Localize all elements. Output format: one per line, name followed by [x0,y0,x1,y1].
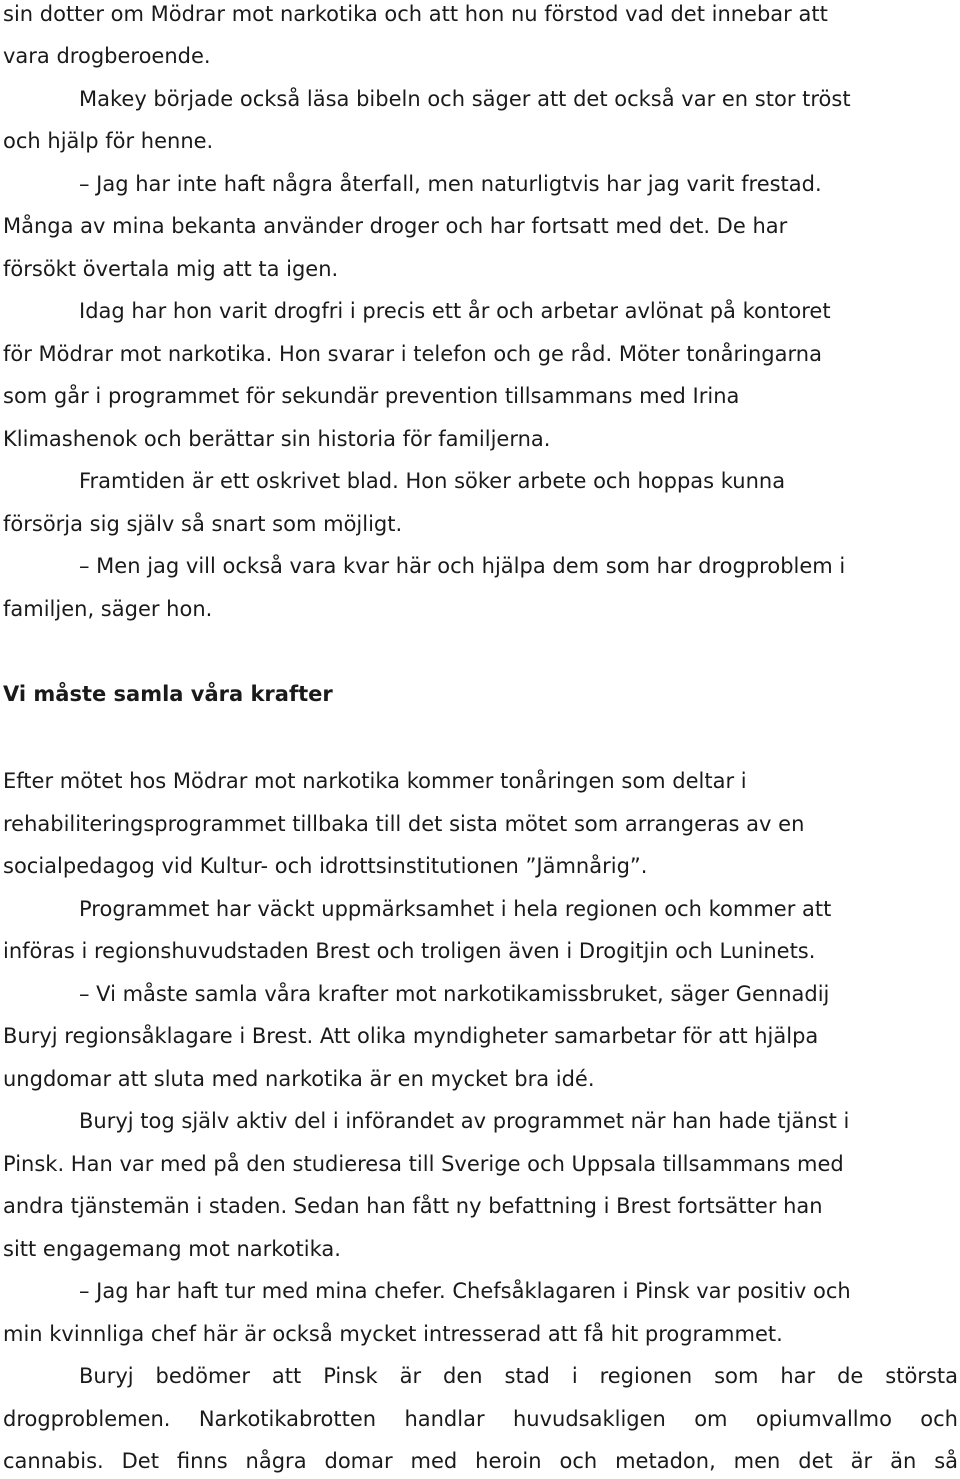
text-line: vara drogberoende. [3,44,211,68]
text-line: cannabis. Det finns några domar med heroin och metadon, men det är än så [3,1449,958,1473]
text-line: – Men jag vill också vara kvar här och hjälpa dem som har drogproblem i [79,554,846,578]
text-line: försökt övertala mig att ta igen. [3,257,339,281]
text-line: – Vi måste samla våra krafter mot narkotikamissbruket, säger Gennadij [79,982,830,1006]
text-line: Buryj bedömer att Pinsk är den stad i regionen som har de största [79,1364,958,1388]
text-line: drogproblemen. Narkotikabrotten handlar huvudsakligen om opiumvallmo och [3,1407,958,1431]
text-line: – Jag har haft tur med mina chefer. Chefsåklagaren i Pinsk var positiv och [79,1279,851,1303]
text-line: Många av mina bekanta använder droger och har fortsatt med det. De har [3,214,788,238]
text-line: och hjälp för henne. [3,129,214,153]
text-line: försörja sig själv så snart som möjligt. [3,512,403,536]
text-line: min kvinnliga chef här är också mycket intresserad att få hit programmet. [3,1322,783,1346]
text-line: andra tjänstemän i staden. Sedan han fått ny befattning i Brest fortsätter han [3,1194,823,1218]
text-line: Programmet har väckt uppmärksamhet i hela regionen och kommer att [79,897,832,921]
text-line: socialpedagog vid Kultur- och idrottsinstitutionen ”Jämnårig”. [3,854,648,878]
text-line: Idag har hon varit drogfri i precis ett år och arbetar avlönat på kontoret [79,299,831,323]
text-line: Framtiden är ett oskrivet blad. Hon söker arbete och hoppas kunna [79,469,786,493]
text-line: sin dotter om Mödrar mot narkotika och att hon nu förstod vad det innebar att [3,2,828,26]
text-line: Buryj regionsåklagare i Brest. Att olika myndigheter samarbetar för att hjälpa [3,1024,819,1048]
text-line: ungdomar att sluta med narkotika är en mycket bra idé. [3,1067,595,1091]
text-line: familjen, säger hon. [3,597,213,621]
text-line: – Jag har inte haft några återfall, men naturligtvis har jag varit frestad. [79,172,822,196]
text-line: Efter mötet hos Mödrar mot narkotika kommer tonåringen som deltar i [3,769,747,793]
text-line: införas i regionshuvudstaden Brest och troligen även i Drogitjin och Luninets. [3,939,816,963]
text-line: för Mödrar mot narkotika. Hon svarar i telefon och ge råd. Möter tonåringarna [3,342,822,366]
text-line: Pinsk. Han var med på den studieresa till Sverige och Uppsala tillsammans med [3,1152,844,1176]
text-line: sitt engagemang mot narkotika. [3,1237,341,1261]
text-line: Klimashenok och berättar sin historia för familjerna. [3,427,551,451]
text-line: rehabiliteringsprogrammet tillbaka till det sista mötet som arrangeras av en [3,812,805,836]
text-line: Makey började också läsa bibeln och säger att det också var en stor tröst [79,87,851,111]
text-line: som går i programmet för sekundär prevention tillsammans med Irina [3,384,740,408]
section-heading: Vi måste samla våra krafter [3,682,333,706]
text-line: Buryj tog själv aktiv del i införandet av programmet när han hade tjänst i [79,1109,850,1133]
